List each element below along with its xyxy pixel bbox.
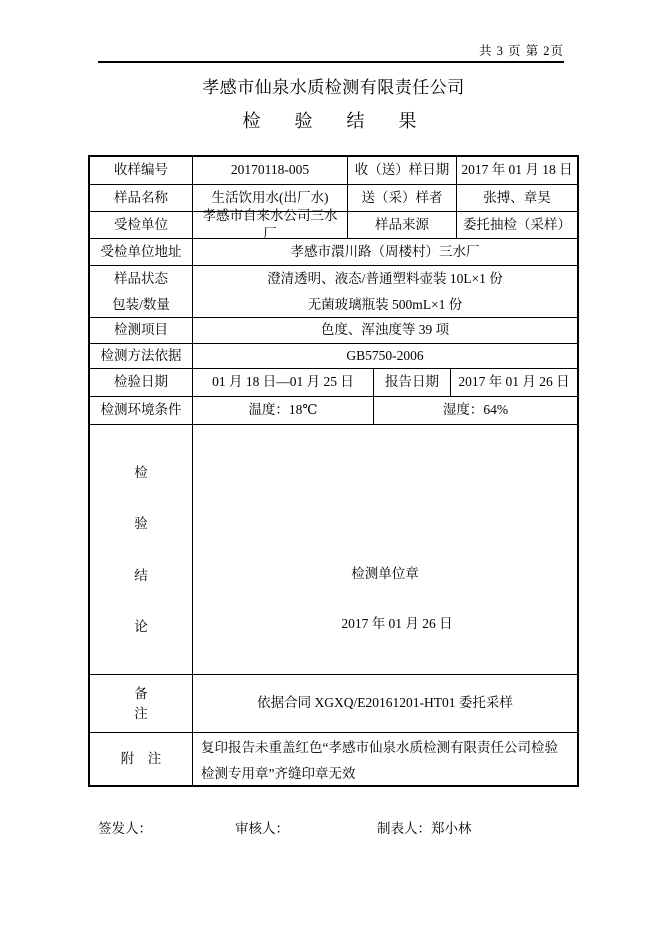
sample-source-value: 委托抽检（采样） bbox=[456, 212, 577, 238]
note-value: 复印报告未重盖红色“孝感市仙泉水质检测有限责任公司检验检测专用章”齐缝印章无效 bbox=[192, 733, 577, 785]
test-date-label: 检验日期 bbox=[114, 374, 168, 390]
sample-no-label: 收样编号 bbox=[114, 162, 168, 178]
company-name: 孝感市仙泉水质检测有限责任公司 bbox=[202, 78, 465, 97]
sample-name-value: 生活饮用水(出厂水) bbox=[192, 185, 347, 211]
document-title: 检 验 结 果 bbox=[242, 111, 425, 131]
method-value: GB5750-2006 bbox=[192, 344, 577, 368]
issuer-label: 签发人： bbox=[98, 821, 152, 836]
inspected-unit-value: 孝感市自来水公司三水厂 bbox=[192, 212, 347, 238]
env-label: 检测环境条件 bbox=[100, 402, 182, 418]
conclusion-body bbox=[192, 425, 577, 674]
sample-state-label-line1: 样品状态 bbox=[114, 270, 168, 286]
page-number: 共 3 页 第 2页 bbox=[478, 44, 564, 58]
test-items-value: 色度、浑浊度等 39 项 bbox=[192, 318, 577, 343]
conclusion-char-4: 论 bbox=[134, 619, 148, 634]
receive-date-value: 2017 年 01 月 18 日 bbox=[456, 157, 577, 184]
note-label: 附 注 bbox=[120, 750, 162, 766]
remark-label-line2: 注 bbox=[134, 705, 148, 721]
row-test-items bbox=[90, 317, 577, 343]
sample-source-label: 样品来源 bbox=[347, 212, 456, 238]
env-temperature: 温度：18℃ bbox=[192, 397, 373, 424]
seal-hint-text: 检测单位章 bbox=[351, 566, 419, 581]
unit-address-label: 受检单位地址 bbox=[100, 243, 182, 259]
conclusion-char-2: 验 bbox=[134, 516, 148, 531]
sample-no-value: 20170118-005 bbox=[192, 157, 347, 184]
test-date-value: 01 月 18 日—01 月 25 日 bbox=[192, 369, 373, 396]
conclusion-char-3: 结 bbox=[134, 567, 148, 583]
conclusion-char-1: 检 bbox=[134, 464, 148, 480]
conclusion-label bbox=[90, 425, 192, 674]
sample-state-value-line2: 无菌玻璃瓶装 500mL×1 份 bbox=[307, 296, 463, 312]
report-date-value: 2017 年 01 月 26 日 bbox=[450, 369, 577, 396]
row-unit-address bbox=[90, 238, 577, 265]
receive-date-label: 收（送）样日期 bbox=[347, 157, 456, 184]
row-remark bbox=[90, 674, 577, 732]
remark-label bbox=[90, 675, 192, 732]
row-note bbox=[90, 732, 577, 785]
row-inspected-unit bbox=[90, 207, 577, 241]
row-sample-no bbox=[90, 157, 577, 184]
sampler-value: 张搏、章昊 bbox=[456, 185, 577, 211]
preparer-label: 制表人：郑小林 bbox=[377, 821, 472, 836]
sample-state-label-line2: 包装/数量 bbox=[112, 296, 170, 312]
report-date-label: 报告日期 bbox=[373, 369, 450, 396]
inspected-unit-label: 受检单位 bbox=[114, 216, 168, 232]
row-sample-state bbox=[90, 265, 577, 317]
sample-state-value bbox=[192, 266, 577, 317]
row-environment bbox=[90, 396, 577, 424]
header-rule bbox=[98, 61, 564, 63]
sample-state-value-line1: 澄清透明、液态/普通塑料壶装 10L×1 份 bbox=[267, 270, 503, 286]
remark-label-line1: 备 bbox=[134, 685, 148, 701]
env-humidity: 湿度：64% bbox=[373, 397, 577, 424]
sample-name-label: 样品名称 bbox=[114, 189, 168, 205]
sample-state-label bbox=[90, 266, 192, 317]
unit-address-value: 孝感市澴川路（周楼村）三水厂 bbox=[192, 239, 577, 265]
row-dates bbox=[90, 368, 577, 396]
row-method bbox=[90, 343, 577, 368]
sampler-label: 送（采）样者 bbox=[347, 185, 456, 211]
conclusion-date: 2017 年 01 月 26 日 bbox=[341, 616, 453, 631]
test-items-label: 检测项目 bbox=[114, 322, 168, 338]
method-label: 检测方法依据 bbox=[100, 347, 182, 363]
report-table bbox=[88, 155, 579, 787]
reviewer-label: 审核人： bbox=[235, 821, 289, 836]
remark-value: 依据合同 XGXQ/E20161201-HT01 委托采样 bbox=[192, 675, 577, 732]
row-conclusion bbox=[90, 424, 577, 674]
